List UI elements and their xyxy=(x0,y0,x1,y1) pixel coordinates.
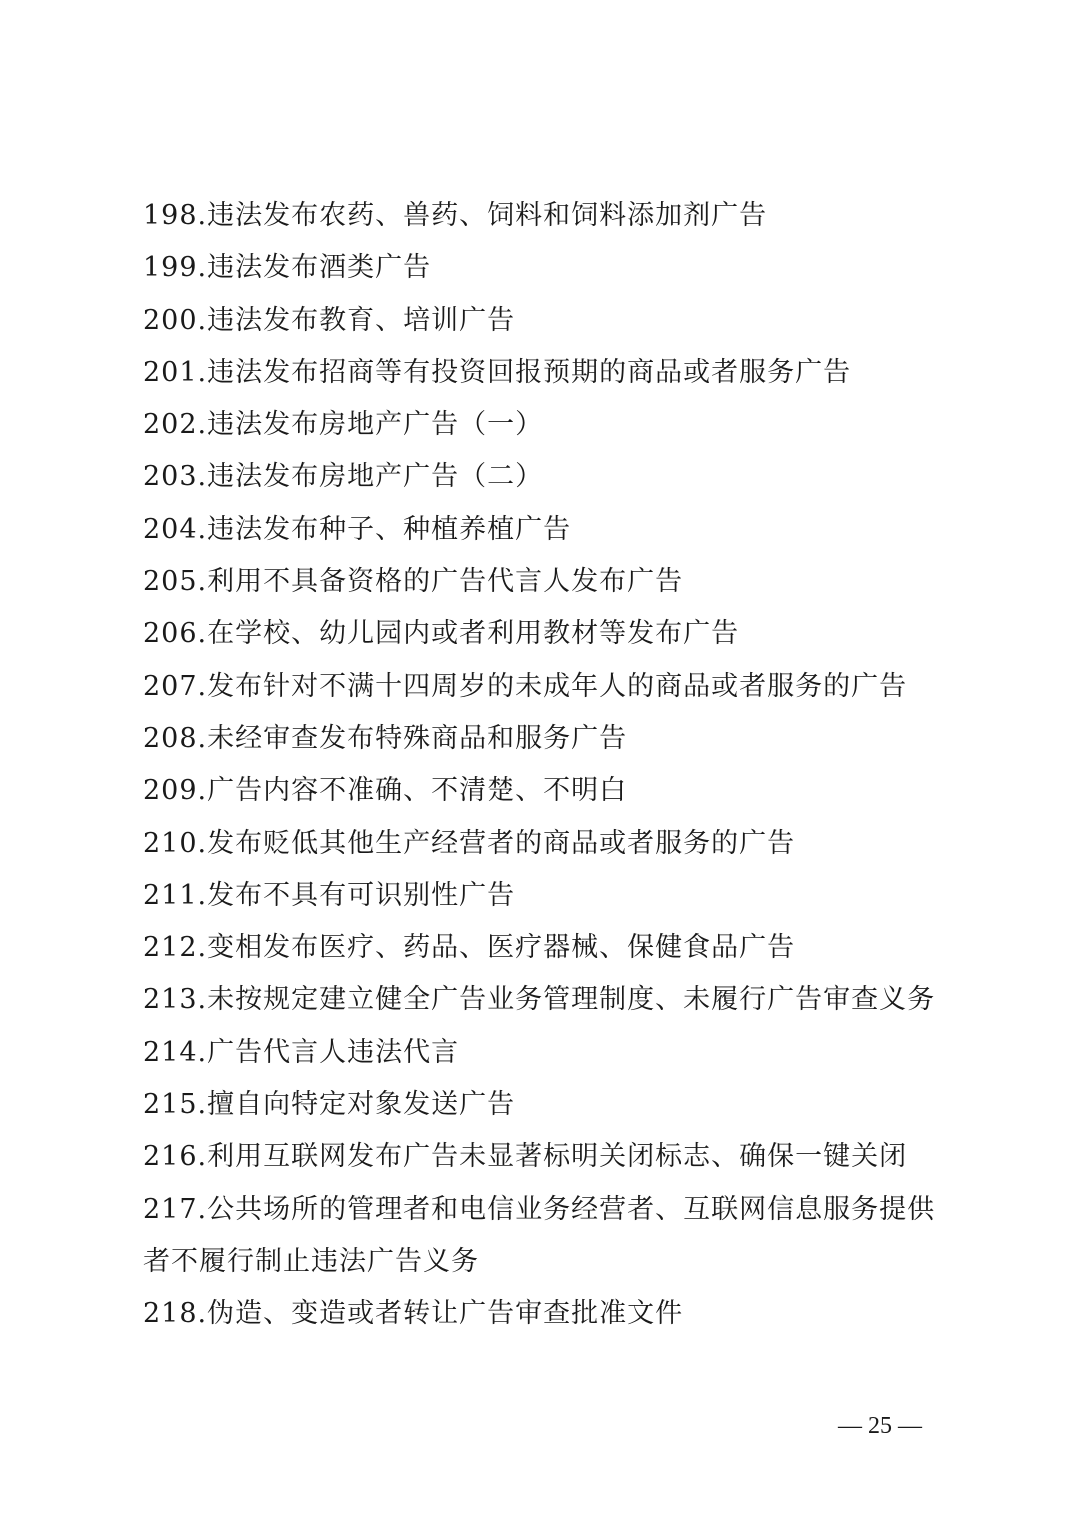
item-list xyxy=(143,190,953,1341)
list-item: 198.违法发布农药、兽药、饲料和饲料添加剂广告 xyxy=(143,200,768,231)
list-item: 204.违法发布种子、种植养植广告 xyxy=(143,513,572,545)
page-number: — 25 — xyxy=(838,1413,922,1439)
list-item: 207.发布针对不满十四周岁的未成年人的商品或者服务的广告 xyxy=(143,670,908,702)
list-item: 217.公共场所的管理者和电信业务经营者、互联网信息服务提供 xyxy=(143,1193,936,1225)
list-item: 213.未按规定建立健全广告业务管理制度、未履行广告审查义务 xyxy=(143,984,936,1016)
list-item: 216.利用互联网发布广告未显著标明关闭标志、确保一键关闭 xyxy=(143,1141,908,1173)
list-item: 205.利用不具备资格的广告代言人发布广告 xyxy=(143,566,684,598)
list-item: 218.伪造、变造或者转让广告审查批准文件 xyxy=(143,1298,684,1330)
list-item: 202.违法发布房地产广告（一） xyxy=(143,409,544,441)
list-item: 212.变相发布医疗、药品、医疗器械、保健食品广告 xyxy=(143,932,796,964)
list-item: 200.违法发布教育、培训广告 xyxy=(143,304,516,336)
list-item: 214.广告代言人违法代言 xyxy=(143,1036,460,1068)
list-item: 211.发布不具有可识别性广告 xyxy=(143,879,516,911)
list-item: 201.违法发布招商等有投资回报预期的商品或者服务广告 xyxy=(143,356,852,388)
list-item: 210.发布贬低其他生产经营者的商品或者服务的广告 xyxy=(143,827,796,859)
list-item-continuation: 者不履行制止违法广告义务 xyxy=(143,1245,479,1277)
list-item: 206.在学校、幼儿园内或者利用教材等发布广告 xyxy=(143,618,740,650)
list-item: 203.违法发布房地产广告（二） xyxy=(143,461,544,493)
list-item: 215.擅自向特定对象发送广告 xyxy=(143,1089,516,1121)
list-item: 208.未经审查发布特殊商品和服务广告 xyxy=(143,722,628,754)
list-item: 209.广告内容不准确、不清楚、不明白 xyxy=(143,775,628,807)
list-item: 199.违法发布酒类广告 xyxy=(143,252,432,284)
